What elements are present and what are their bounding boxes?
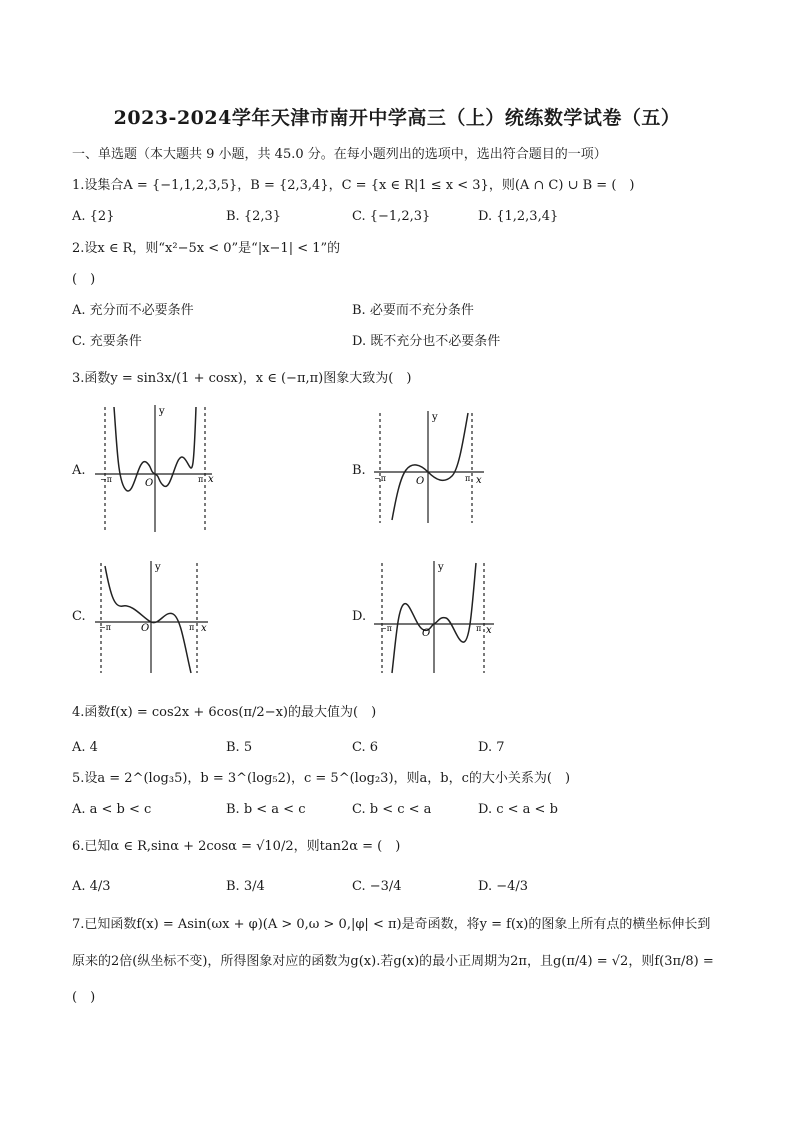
axis-text-label: −π [99, 623, 111, 632]
q2-option-c: C. 充要条件 [72, 334, 142, 349]
q6-option-a: A. 4/3 [72, 879, 111, 894]
axis-text-label: −π [374, 474, 386, 483]
q5-option-a: A. a < b < c [72, 802, 152, 817]
axis-text-label: −π [380, 624, 392, 633]
axis-text-label: O [141, 623, 150, 634]
pos-pi-label: π [198, 475, 204, 484]
question-3-stem: 3.函数y = sin3x/(1 + cosx)，x ∈ (−π,π)图象大致为( ) [72, 371, 412, 386]
axis-text-label: x [201, 623, 207, 634]
q5-option-d: D. c < a < b [478, 802, 558, 817]
question-7-paren: ( ) [72, 990, 96, 1005]
axis-text-label: O [422, 628, 431, 639]
axis-text-label: y [432, 412, 438, 423]
axis-text-label: x [476, 475, 482, 486]
question-7-line-2: 原来的2倍(纵坐标不变)，所得图象对应的函数为g(x).若g(x)的最小正周期为2π，且g(π/4) = √2，则f(3π/8) = [72, 954, 714, 969]
graph-d [372, 558, 500, 678]
graph-a [90, 402, 220, 537]
q4-option-c: C. 6 [352, 740, 379, 755]
q4-option-a: A. 4 [72, 740, 98, 755]
neg-pi-label: −π [100, 475, 112, 484]
q2-option-a: A. 充分而不必要条件 [72, 303, 194, 318]
q1-option-d: D. {1,2,3,4} [478, 209, 559, 224]
section-heading: 一、单选题（本大题共 9 小题，共 45.0 分。在每小题列出的选项中，选出符合题目的一项） [72, 147, 607, 162]
question-5-stem: 5.设a = 2^(log₃5)，b = 3^(log₅2)，c = 5^(log₂3)，则a，b，c的大小关系为( ) [72, 771, 571, 786]
q2-option-b: B. 必要而不充分条件 [352, 303, 474, 318]
q4-option-b: B. 5 [226, 740, 253, 755]
axis-text-label: x [486, 625, 492, 636]
axis-text-label: y [438, 562, 444, 573]
q6-option-d: D. −4/3 [478, 879, 529, 894]
q5-option-c: C. b < c < a [352, 802, 432, 817]
axis-text-label: π [476, 624, 482, 633]
question-7-line-1: 7.已知函数f(x) = Asin(ωx + φ)(A > 0,ω > 0,|φ| < π)是奇函数，将y = f(x)的图象上所有点的横坐标伸长到 [72, 917, 711, 932]
q1-option-a: A. {2} [72, 209, 115, 224]
question-4-stem: 4.函数f(x) = cos2x + 6cos(π/2−x)的最大值为( ) [72, 705, 377, 720]
graph-label-c: C. [72, 609, 86, 624]
axis-y-label: y [159, 406, 165, 417]
page-title: 2023-2024学年天津市南开中学高三（上）统练数学试卷（五） [113, 107, 681, 129]
q6-option-c: C. −3/4 [352, 879, 402, 894]
origin-label: O [145, 478, 154, 489]
q5-option-b: B. b < a < c [226, 802, 306, 817]
graph-c [93, 558, 215, 678]
axis-text-label: y [155, 562, 161, 573]
axis-x-label: x [208, 474, 214, 485]
graph-label-d: D. [352, 609, 367, 624]
question-2-paren: ( ) [72, 272, 96, 287]
question-6-stem: 6.已知α ∈ R,sinα + 2cosα = √10/2，则tan2α = ( ) [72, 839, 401, 854]
graph-b [372, 408, 497, 528]
axis-text-label: O [416, 476, 425, 487]
graph-label-b: B. [352, 463, 366, 478]
graph-label-a: A. [72, 463, 86, 478]
q1-option-b: B. {2,3} [226, 209, 282, 224]
q4-option-d: D. 7 [478, 740, 505, 755]
q1-option-c: C. {−1,2,3} [352, 209, 431, 224]
question-2-stem: 2.设x ∈ R，则“x²−5x < 0”是“|x−1| < 1”的 [72, 241, 341, 256]
q2-option-d: D. 既不充分也不必要条件 [352, 334, 501, 349]
question-1-stem: 1.设集合A = {−1,1,2,3,5}，B = {2,3,4}，C = {x ∈ R|1 ≤ x < 3}，则(A ∩ C) ∪ B = ( ) [72, 178, 635, 193]
q6-option-b: B. 3/4 [226, 879, 265, 894]
axis-text-label: π [189, 623, 195, 632]
axis-text-label: π [465, 474, 471, 483]
